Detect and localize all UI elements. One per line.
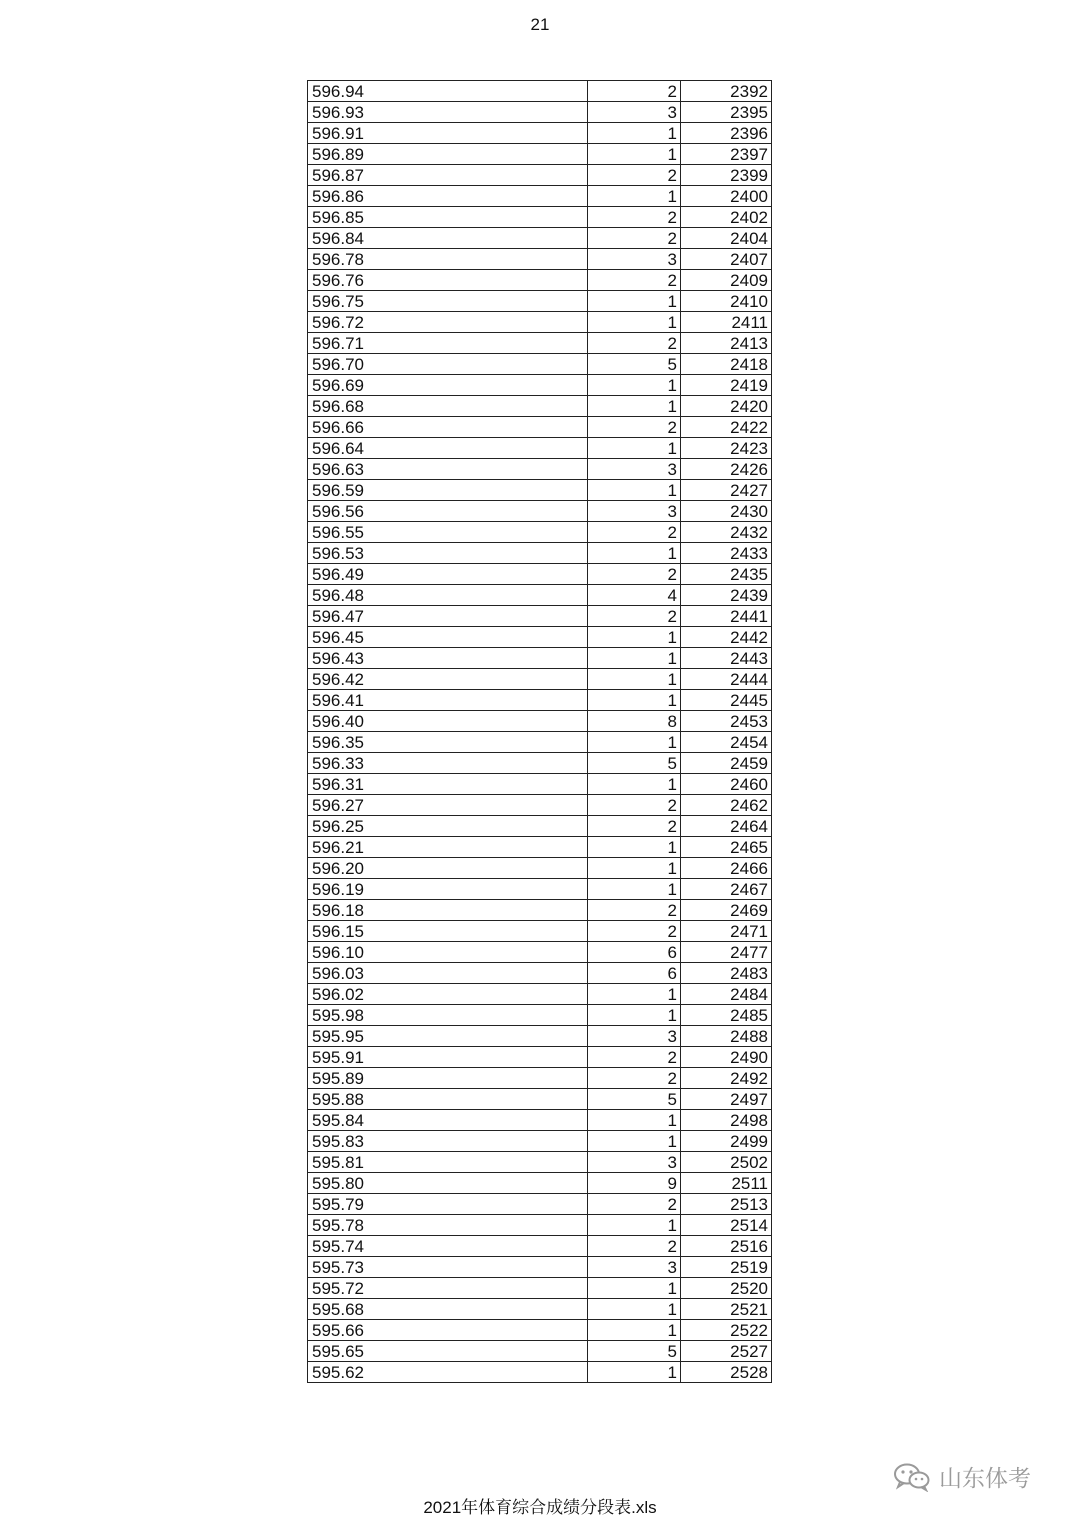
score-cell: 595.80: [308, 1173, 588, 1194]
table-row: [308, 165, 772, 186]
table-row: [308, 1215, 772, 1236]
table-row: [308, 291, 772, 312]
cumulative-cell: 2396: [681, 123, 772, 144]
count-cell: 2: [588, 165, 681, 186]
cumulative-cell: 2420: [681, 396, 772, 417]
count-cell: 2: [588, 333, 681, 354]
count-cell: 2: [588, 228, 681, 249]
cumulative-cell: 2471: [681, 921, 772, 942]
score-cell: 596.85: [308, 207, 588, 228]
cumulative-cell: 2410: [681, 291, 772, 312]
page-number: 21: [530, 15, 550, 34]
table-row: [308, 816, 772, 837]
score-cell: 596.41: [308, 690, 588, 711]
table-row: [308, 102, 772, 123]
count-cell: 1: [588, 1110, 681, 1131]
count-cell: 1: [588, 438, 681, 459]
score-cell: 596.42: [308, 669, 588, 690]
score-cell: 595.68: [308, 1299, 588, 1320]
table-row: [308, 81, 772, 102]
count-cell: 1: [588, 648, 681, 669]
score-cell: 596.15: [308, 921, 588, 942]
wechat-icon: [893, 1462, 931, 1492]
score-cell: 596.48: [308, 585, 588, 606]
score-cell: 595.73: [308, 1257, 588, 1278]
score-cell: 596.20: [308, 858, 588, 879]
count-cell: 1: [588, 837, 681, 858]
count-cell: 2: [588, 1047, 681, 1068]
count-cell: 5: [588, 1341, 681, 1362]
table-row: [308, 837, 772, 858]
table-row: [308, 795, 772, 816]
cumulative-cell: 2444: [681, 669, 772, 690]
table-row: [308, 627, 772, 648]
score-cell: 596.18: [308, 900, 588, 921]
table-row: [308, 564, 772, 585]
cumulative-cell: 2459: [681, 753, 772, 774]
score-cell: 596.72: [308, 312, 588, 333]
count-cell: 5: [588, 1089, 681, 1110]
table-row: [308, 144, 772, 165]
score-cell: 596.02: [308, 984, 588, 1005]
table-row: [308, 879, 772, 900]
table-row: [308, 921, 772, 942]
table-row: [308, 774, 772, 795]
cumulative-cell: 2516: [681, 1236, 772, 1257]
cumulative-cell: 2409: [681, 270, 772, 291]
count-cell: 5: [588, 354, 681, 375]
count-cell: 1: [588, 375, 681, 396]
count-cell: 1: [588, 144, 681, 165]
cumulative-cell: 2430: [681, 501, 772, 522]
table-row: [308, 585, 772, 606]
count-cell: 1: [588, 627, 681, 648]
count-cell: 2: [588, 900, 681, 921]
table-row: [308, 270, 772, 291]
table-row: [308, 900, 772, 921]
count-cell: 1: [588, 396, 681, 417]
count-cell: 3: [588, 1152, 681, 1173]
cumulative-cell: 2400: [681, 186, 772, 207]
table-row: [308, 1173, 772, 1194]
score-cell: 595.65: [308, 1341, 588, 1362]
score-cell: 596.91: [308, 123, 588, 144]
table-row: [308, 690, 772, 711]
score-cell: 596.25: [308, 816, 588, 837]
count-cell: 1: [588, 690, 681, 711]
count-cell: 1: [588, 879, 681, 900]
score-cell: 595.95: [308, 1026, 588, 1047]
score-cell: 596.84: [308, 228, 588, 249]
cumulative-cell: 2399: [681, 165, 772, 186]
cumulative-cell: 2411: [681, 312, 772, 333]
count-cell: 1: [588, 1299, 681, 1320]
score-cell: 595.88: [308, 1089, 588, 1110]
table-row: [308, 1005, 772, 1026]
cumulative-cell: 2453: [681, 711, 772, 732]
score-cell: 596.10: [308, 942, 588, 963]
count-cell: 1: [588, 480, 681, 501]
score-cell: 596.89: [308, 144, 588, 165]
cumulative-cell: 2465: [681, 837, 772, 858]
count-cell: 1: [588, 1131, 681, 1152]
table-row: [308, 1089, 772, 1110]
table-row: [308, 459, 772, 480]
score-cell: 595.78: [308, 1215, 588, 1236]
cumulative-cell: 2528: [681, 1362, 772, 1383]
count-cell: 4: [588, 585, 681, 606]
count-cell: 3: [588, 1026, 681, 1047]
score-cell: 596.19: [308, 879, 588, 900]
score-cell: 595.62: [308, 1362, 588, 1383]
cumulative-cell: 2392: [681, 81, 772, 102]
cumulative-cell: 2442: [681, 627, 772, 648]
count-cell: 1: [588, 1278, 681, 1299]
count-cell: 2: [588, 606, 681, 627]
table-row: [308, 1026, 772, 1047]
count-cell: 1: [588, 291, 681, 312]
score-cell: 596.64: [308, 438, 588, 459]
score-cell: 595.74: [308, 1236, 588, 1257]
count-cell: 1: [588, 1362, 681, 1383]
cumulative-cell: 2413: [681, 333, 772, 354]
cumulative-cell: 2485: [681, 1005, 772, 1026]
score-cell: 596.94: [308, 81, 588, 102]
score-cell: 596.47: [308, 606, 588, 627]
count-cell: 2: [588, 522, 681, 543]
table-row: [308, 1047, 772, 1068]
score-cell: 596.35: [308, 732, 588, 753]
table-row: [308, 606, 772, 627]
score-cell: 596.27: [308, 795, 588, 816]
table-row: [308, 1257, 772, 1278]
score-cell: 596.45: [308, 627, 588, 648]
table-row: [308, 312, 772, 333]
score-cell: 596.69: [308, 375, 588, 396]
cumulative-cell: 2460: [681, 774, 772, 795]
score-cell: 595.83: [308, 1131, 588, 1152]
score-cell: 596.21: [308, 837, 588, 858]
table-row: [308, 375, 772, 396]
score-cell: 596.86: [308, 186, 588, 207]
table-row: [308, 984, 772, 1005]
table-row: [308, 858, 772, 879]
count-cell: 2: [588, 921, 681, 942]
count-cell: 1: [588, 543, 681, 564]
count-cell: 1: [588, 1320, 681, 1341]
count-cell: 1: [588, 123, 681, 144]
table-row: [308, 1362, 772, 1383]
count-cell: 1: [588, 186, 681, 207]
table-row: [308, 732, 772, 753]
cumulative-cell: 2514: [681, 1215, 772, 1236]
cumulative-cell: 2426: [681, 459, 772, 480]
score-cell: 596.56: [308, 501, 588, 522]
count-cell: 6: [588, 963, 681, 984]
table-row: [308, 438, 772, 459]
score-cell: 596.31: [308, 774, 588, 795]
table-row: [308, 249, 772, 270]
cumulative-cell: 2483: [681, 963, 772, 984]
count-cell: 1: [588, 312, 681, 333]
score-cell: 596.55: [308, 522, 588, 543]
table-row: [308, 1278, 772, 1299]
score-cell: 596.68: [308, 396, 588, 417]
score-cell: 596.49: [308, 564, 588, 585]
count-cell: 8: [588, 711, 681, 732]
table-row: [308, 1068, 772, 1089]
cumulative-cell: 2502: [681, 1152, 772, 1173]
count-cell: 2: [588, 564, 681, 585]
cumulative-cell: 2462: [681, 795, 772, 816]
cumulative-cell: 2464: [681, 816, 772, 837]
table-row: [308, 711, 772, 732]
cumulative-cell: 2477: [681, 942, 772, 963]
table-row: [308, 501, 772, 522]
cumulative-cell: 2441: [681, 606, 772, 627]
table-row: [308, 753, 772, 774]
count-cell: 2: [588, 1194, 681, 1215]
table-row: [308, 123, 772, 144]
score-cell: 596.53: [308, 543, 588, 564]
cumulative-cell: 2521: [681, 1299, 772, 1320]
cumulative-cell: 2422: [681, 417, 772, 438]
table-row: [308, 648, 772, 669]
count-cell: 1: [588, 1005, 681, 1026]
cumulative-cell: 2445: [681, 690, 772, 711]
cumulative-cell: 2404: [681, 228, 772, 249]
table-row: [308, 333, 772, 354]
score-cell: 596.78: [308, 249, 588, 270]
score-cell: 596.33: [308, 753, 588, 774]
count-cell: 2: [588, 417, 681, 438]
score-cell: 596.40: [308, 711, 588, 732]
cumulative-cell: 2402: [681, 207, 772, 228]
count-cell: 9: [588, 1173, 681, 1194]
score-cell: 596.87: [308, 165, 588, 186]
cumulative-cell: 2397: [681, 144, 772, 165]
cumulative-cell: 2466: [681, 858, 772, 879]
table-row: [308, 1341, 772, 1362]
score-cell: 595.66: [308, 1320, 588, 1341]
cumulative-cell: 2407: [681, 249, 772, 270]
score-cell: 596.70: [308, 354, 588, 375]
table-row: [308, 1110, 772, 1131]
score-cell: 596.03: [308, 963, 588, 984]
cumulative-cell: 2499: [681, 1131, 772, 1152]
table-body: [308, 81, 772, 1383]
table-row: [308, 186, 772, 207]
score-cell: 596.71: [308, 333, 588, 354]
score-cell: 595.89: [308, 1068, 588, 1089]
count-cell: 2: [588, 816, 681, 837]
table-row: [308, 1194, 772, 1215]
cumulative-cell: 2513: [681, 1194, 772, 1215]
cumulative-cell: 2527: [681, 1341, 772, 1362]
table-row: [308, 1299, 772, 1320]
table-row: [308, 522, 772, 543]
table-row: [308, 396, 772, 417]
score-distribution-table: [307, 80, 772, 1383]
score-cell: 595.79: [308, 1194, 588, 1215]
score-cell: 596.75: [308, 291, 588, 312]
count-cell: 3: [588, 1257, 681, 1278]
table-row: [308, 1236, 772, 1257]
table-row: [308, 963, 772, 984]
cumulative-cell: 2418: [681, 354, 772, 375]
cumulative-cell: 2427: [681, 480, 772, 501]
score-cell: 596.93: [308, 102, 588, 123]
count-cell: 1: [588, 984, 681, 1005]
cumulative-cell: 2439: [681, 585, 772, 606]
cumulative-cell: 2498: [681, 1110, 772, 1131]
cumulative-cell: 2484: [681, 984, 772, 1005]
cumulative-cell: 2419: [681, 375, 772, 396]
cumulative-cell: 2432: [681, 522, 772, 543]
count-cell: 2: [588, 795, 681, 816]
cumulative-cell: 2443: [681, 648, 772, 669]
count-cell: 2: [588, 207, 681, 228]
cumulative-cell: 2520: [681, 1278, 772, 1299]
table-row: [308, 480, 772, 501]
table-row: [308, 1131, 772, 1152]
count-cell: 3: [588, 102, 681, 123]
cumulative-cell: 2467: [681, 879, 772, 900]
cumulative-cell: 2488: [681, 1026, 772, 1047]
count-cell: 1: [588, 858, 681, 879]
score-cell: 596.76: [308, 270, 588, 291]
table-row: [308, 354, 772, 375]
table-row: [308, 942, 772, 963]
cumulative-cell: 2433: [681, 543, 772, 564]
count-cell: 1: [588, 732, 681, 753]
score-cell: 596.66: [308, 417, 588, 438]
count-cell: 1: [588, 1215, 681, 1236]
count-cell: 3: [588, 249, 681, 270]
watermark-text: 山东体考: [939, 1466, 1031, 1492]
table-row: [308, 417, 772, 438]
count-cell: 6: [588, 942, 681, 963]
cumulative-cell: 2522: [681, 1320, 772, 1341]
cumulative-cell: 2490: [681, 1047, 772, 1068]
count-cell: 2: [588, 1236, 681, 1257]
score-cell: 596.63: [308, 459, 588, 480]
score-cell: 595.84: [308, 1110, 588, 1131]
count-cell: 5: [588, 753, 681, 774]
score-cell: 596.43: [308, 648, 588, 669]
count-cell: 2: [588, 1068, 681, 1089]
table-row: [308, 669, 772, 690]
count-cell: 3: [588, 459, 681, 480]
score-cell: 596.59: [308, 480, 588, 501]
cumulative-cell: 2469: [681, 900, 772, 921]
count-cell: 2: [588, 81, 681, 102]
cumulative-cell: 2497: [681, 1089, 772, 1110]
footer-filename: 2021年体育综合成绩分段表.xls: [423, 1498, 657, 1517]
table-row: [308, 228, 772, 249]
cumulative-cell: 2511: [681, 1173, 772, 1194]
cumulative-cell: 2519: [681, 1257, 772, 1278]
count-cell: 3: [588, 501, 681, 522]
count-cell: 1: [588, 774, 681, 795]
cumulative-cell: 2395: [681, 102, 772, 123]
cumulative-cell: 2492: [681, 1068, 772, 1089]
table-row: [308, 207, 772, 228]
score-cell: 595.91: [308, 1047, 588, 1068]
score-table-container: [307, 80, 772, 1383]
cumulative-cell: 2435: [681, 564, 772, 585]
table-row: [308, 1152, 772, 1173]
score-cell: 595.98: [308, 1005, 588, 1026]
count-cell: 2: [588, 270, 681, 291]
score-cell: 595.81: [308, 1152, 588, 1173]
watermark: [893, 1460, 1031, 1493]
cumulative-cell: 2454: [681, 732, 772, 753]
cumulative-cell: 2423: [681, 438, 772, 459]
table-row: [308, 543, 772, 564]
score-cell: 595.72: [308, 1278, 588, 1299]
table-row: [308, 1320, 772, 1341]
count-cell: 1: [588, 669, 681, 690]
